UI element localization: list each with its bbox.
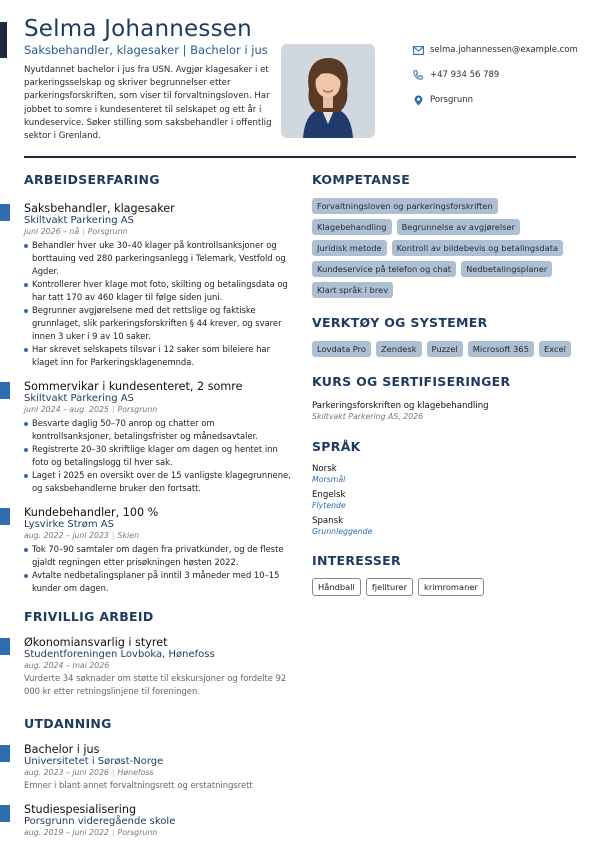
- entry-marker: [0, 805, 10, 822]
- profile-photo: [281, 44, 375, 138]
- entry-title: Studiespesialisering: [24, 803, 137, 816]
- language-name: Engelsk: [312, 490, 346, 500]
- candidate-name: Selma Johannessen: [24, 16, 252, 42]
- language-item: [312, 464, 576, 484]
- entry-meta: aug. 2019 – juni 2022 | Porsgrunn: [24, 828, 158, 837]
- entry-dates: aug. 2023 – juni 2026: [24, 768, 109, 777]
- skill-tag: Nedbetalingsplaner: [461, 261, 552, 277]
- entry-organization: Skiltvakt Parkering AS: [24, 215, 134, 226]
- entry-dates: juni 2026 – nå: [24, 227, 80, 236]
- entry-title: Saksbehandler, klagesaker: [24, 202, 175, 215]
- language-name: Spansk: [312, 516, 344, 526]
- bullet-item: Begrunner avgjørelsene med det rettslige og faktiske grunnlaget, slik parkeringsforskriften § 44 krever, og svarer innen 3 uker i 9 av 10 saker.: [24, 304, 292, 343]
- entry-marker: [0, 204, 10, 221]
- entry-marker: [0, 638, 10, 655]
- entry-place: Skien: [117, 531, 139, 540]
- map-pin-icon: [412, 94, 424, 106]
- phone-icon: [412, 69, 424, 81]
- entry-dates: aug. 2024 – mai 2026: [24, 661, 110, 670]
- entry-bullets: [24, 239, 292, 369]
- entry-dates: aug. 2019 – juni 2022: [24, 828, 109, 837]
- bullet-item: Behandler hver uke 30–40 klager på kontrollsanksjoner og borttauing ved 280 parkeringsanlegg i Telemark, Vestfold og Agder.: [24, 239, 292, 278]
- entry-place: Hønefoss: [117, 768, 154, 777]
- entry-title: Økonomiansvarlig i styret: [24, 636, 168, 649]
- entry-place: Porsgrunn: [117, 828, 158, 837]
- entry-marker: [0, 382, 10, 399]
- entry-bullets: [24, 543, 292, 595]
- tools-tags: [312, 341, 576, 357]
- skills-tags: [312, 198, 576, 298]
- entry-organization: Lysvirke Strøm AS: [24, 519, 114, 530]
- entry-meta: aug. 2022 – juni 2023 | Skien: [24, 531, 139, 540]
- course-item: [312, 401, 576, 421]
- entry-marker: [0, 745, 10, 762]
- entry-dates: aug. 2022 – juni 2023: [24, 531, 109, 540]
- email-text: selma.johannessen@example.com: [430, 45, 578, 55]
- entry-marker: [0, 508, 10, 525]
- bullet-item: Laget i 2025 en oversikt over de 15 vanligste klagegrunnene, og saksbehandlerne bruker den fortsatt.: [24, 469, 292, 495]
- skill-tag: Kontroll av bildebevis og betalingsdata: [392, 240, 563, 256]
- interest-tag: fjellturer: [366, 578, 413, 596]
- entry-meta: juni 2026 – nå | Porsgrunn: [24, 227, 128, 236]
- contact-location: [412, 94, 473, 106]
- interest-tag: krimromaner: [418, 578, 484, 596]
- tool-tag: Zendesk: [376, 341, 422, 357]
- bullet-item: Avtalte nedbetalingsplaner på inntil 3 måneder med 10–15 kunder om dagen.: [24, 569, 292, 595]
- language-level: Morsmål: [312, 475, 346, 484]
- phone-text: +47 934 56 789: [430, 70, 500, 80]
- course-title: Parkeringsforskriften og klagebehandling: [312, 401, 489, 411]
- entry-meta: juni 2024 – aug. 2025 | Porsgrunn: [24, 405, 158, 414]
- skill-tag: Begrunnelse av avgjørelser: [397, 219, 520, 235]
- experience-section-title: ARBEIDSERFARING: [24, 172, 160, 187]
- envelope-icon: [412, 44, 424, 56]
- entry-organization: Porsgrunn videregående skole: [24, 816, 176, 827]
- tool-tag: Puzzel: [427, 341, 463, 357]
- course-meta: Skiltvakt Parkering AS, 2026: [312, 412, 424, 421]
- education-entry: [24, 803, 292, 837]
- tools-section-title: VERKTØY OG SYSTEMER: [312, 315, 488, 330]
- bullet-item: Kontrollerer hver klage mot foto, skilting og betalingsdata og har tatt 170 av 460 klager til følge siden juni.: [24, 278, 292, 304]
- entry-description: Emner i blant annet forvaltningsrett og erstatningsrett: [24, 780, 253, 790]
- tool-tag: Microsoft 365: [468, 341, 534, 357]
- entry-title: Bachelor i jus: [24, 743, 100, 756]
- entry-organization: Skiltvakt Parkering AS: [24, 393, 134, 404]
- volunteer-section-title: FRIVILLIG ARBEID: [24, 609, 154, 624]
- experience-entry: [24, 506, 292, 595]
- interests-section-title: INTERESSER: [312, 553, 401, 568]
- skill-tag: Forvaltningsloven og parkeringsforskriften: [312, 198, 498, 214]
- entry-place: Porsgrunn: [87, 227, 128, 236]
- language-item: [312, 490, 576, 510]
- entry-organization: Studentforeningen Lovboka, Hønefoss: [24, 649, 215, 660]
- skill-tag: Juridisk metode: [312, 240, 387, 256]
- skill-tag: Klagebehandling: [312, 219, 392, 235]
- bullet-item: Tok 70–90 samtaler om dagen fra privatkunder, og de fleste gjaldt regningen etter prisøkningen høsten 2022.: [24, 543, 292, 569]
- experience-entry: [24, 380, 292, 495]
- entry-description: Vurderte 34 søknader om støtte til ekskursjoner og fordelte 92 000 kr etter retningslinjene til foreningen.: [24, 673, 287, 696]
- education-section-title: UTDANNING: [24, 716, 112, 731]
- entry-bullets: [24, 417, 292, 495]
- contact-email[interactable]: [412, 44, 578, 56]
- bullet-item: Registrerte 20–30 skriftlige klager om dagen og hentet inn foto og betalingslogg til hver sak.: [24, 443, 292, 469]
- profile-photo-illustration: [281, 44, 375, 138]
- profile-summary: Nyutdannet bachelor i jus fra USN. Avgjør klagesaker i et parkeringsselskap og skriver begrunnelser etter parkeringsforskriften, som viser til forvaltningsloven. Har jobbet to somre i kundesenteret til selskapet og ett år i kundeservice. Søker stilling som saksbehandler i offentlig sektor i Grenland.: [24, 65, 272, 142]
- bullet-item: Har skrevet selskapets tilsvar i 12 saker som bileiere har klaget inn for Parkeringsklagenemnda.: [24, 343, 292, 369]
- skill-tag: Klart språk i brev: [312, 282, 393, 298]
- header-divider: [24, 156, 576, 158]
- entry-dates: juni 2024 – aug. 2025: [24, 405, 109, 414]
- interest-tags: [312, 578, 576, 596]
- skill-tag: Kundeservice på telefon og chat: [312, 261, 456, 277]
- entry-title: Kundebehandler, 100 %: [24, 506, 159, 519]
- language-level: Grunnleggende: [312, 527, 373, 536]
- education-entry: [24, 743, 292, 792]
- experience-entry: [24, 202, 292, 369]
- entry-organization: Universitetet i Sørøst-Norge: [24, 756, 164, 767]
- skills-section-title: KOMPETANSE: [312, 172, 411, 187]
- header-accent-bar: [0, 22, 7, 58]
- language-level: Flytende: [312, 501, 346, 510]
- location-text: Porsgrunn: [430, 95, 473, 105]
- right-column: [312, 172, 576, 596]
- candidate-headline: Saksbehandler, klagesaker | Bachelor i jus: [24, 43, 268, 57]
- courses-section-title: KURS OG SERTIFISERINGER: [312, 374, 511, 389]
- languages-section-title: SPRÅK: [312, 439, 361, 454]
- entry-meta: aug. 2023 – juni 2026 | Hønefoss: [24, 768, 154, 777]
- volunteer-entry: [24, 636, 292, 698]
- contact-phone[interactable]: [412, 69, 499, 81]
- bullet-item: Besvarte daglig 50–70 anrop og chatter om kontrollsanksjoner, betalingsfrister og månedsavtaler.: [24, 417, 292, 443]
- tool-tag: Excel: [539, 341, 571, 357]
- left-column: [24, 172, 292, 837]
- interest-tag: Håndball: [312, 578, 361, 596]
- entry-title: Sommervikar i kundesenteret, 2 somre: [24, 380, 243, 393]
- tool-tag: Lovdata Pro: [312, 341, 371, 357]
- language-name: Norsk: [312, 464, 337, 474]
- language-item: [312, 516, 576, 536]
- entry-place: Porsgrunn: [117, 405, 158, 414]
